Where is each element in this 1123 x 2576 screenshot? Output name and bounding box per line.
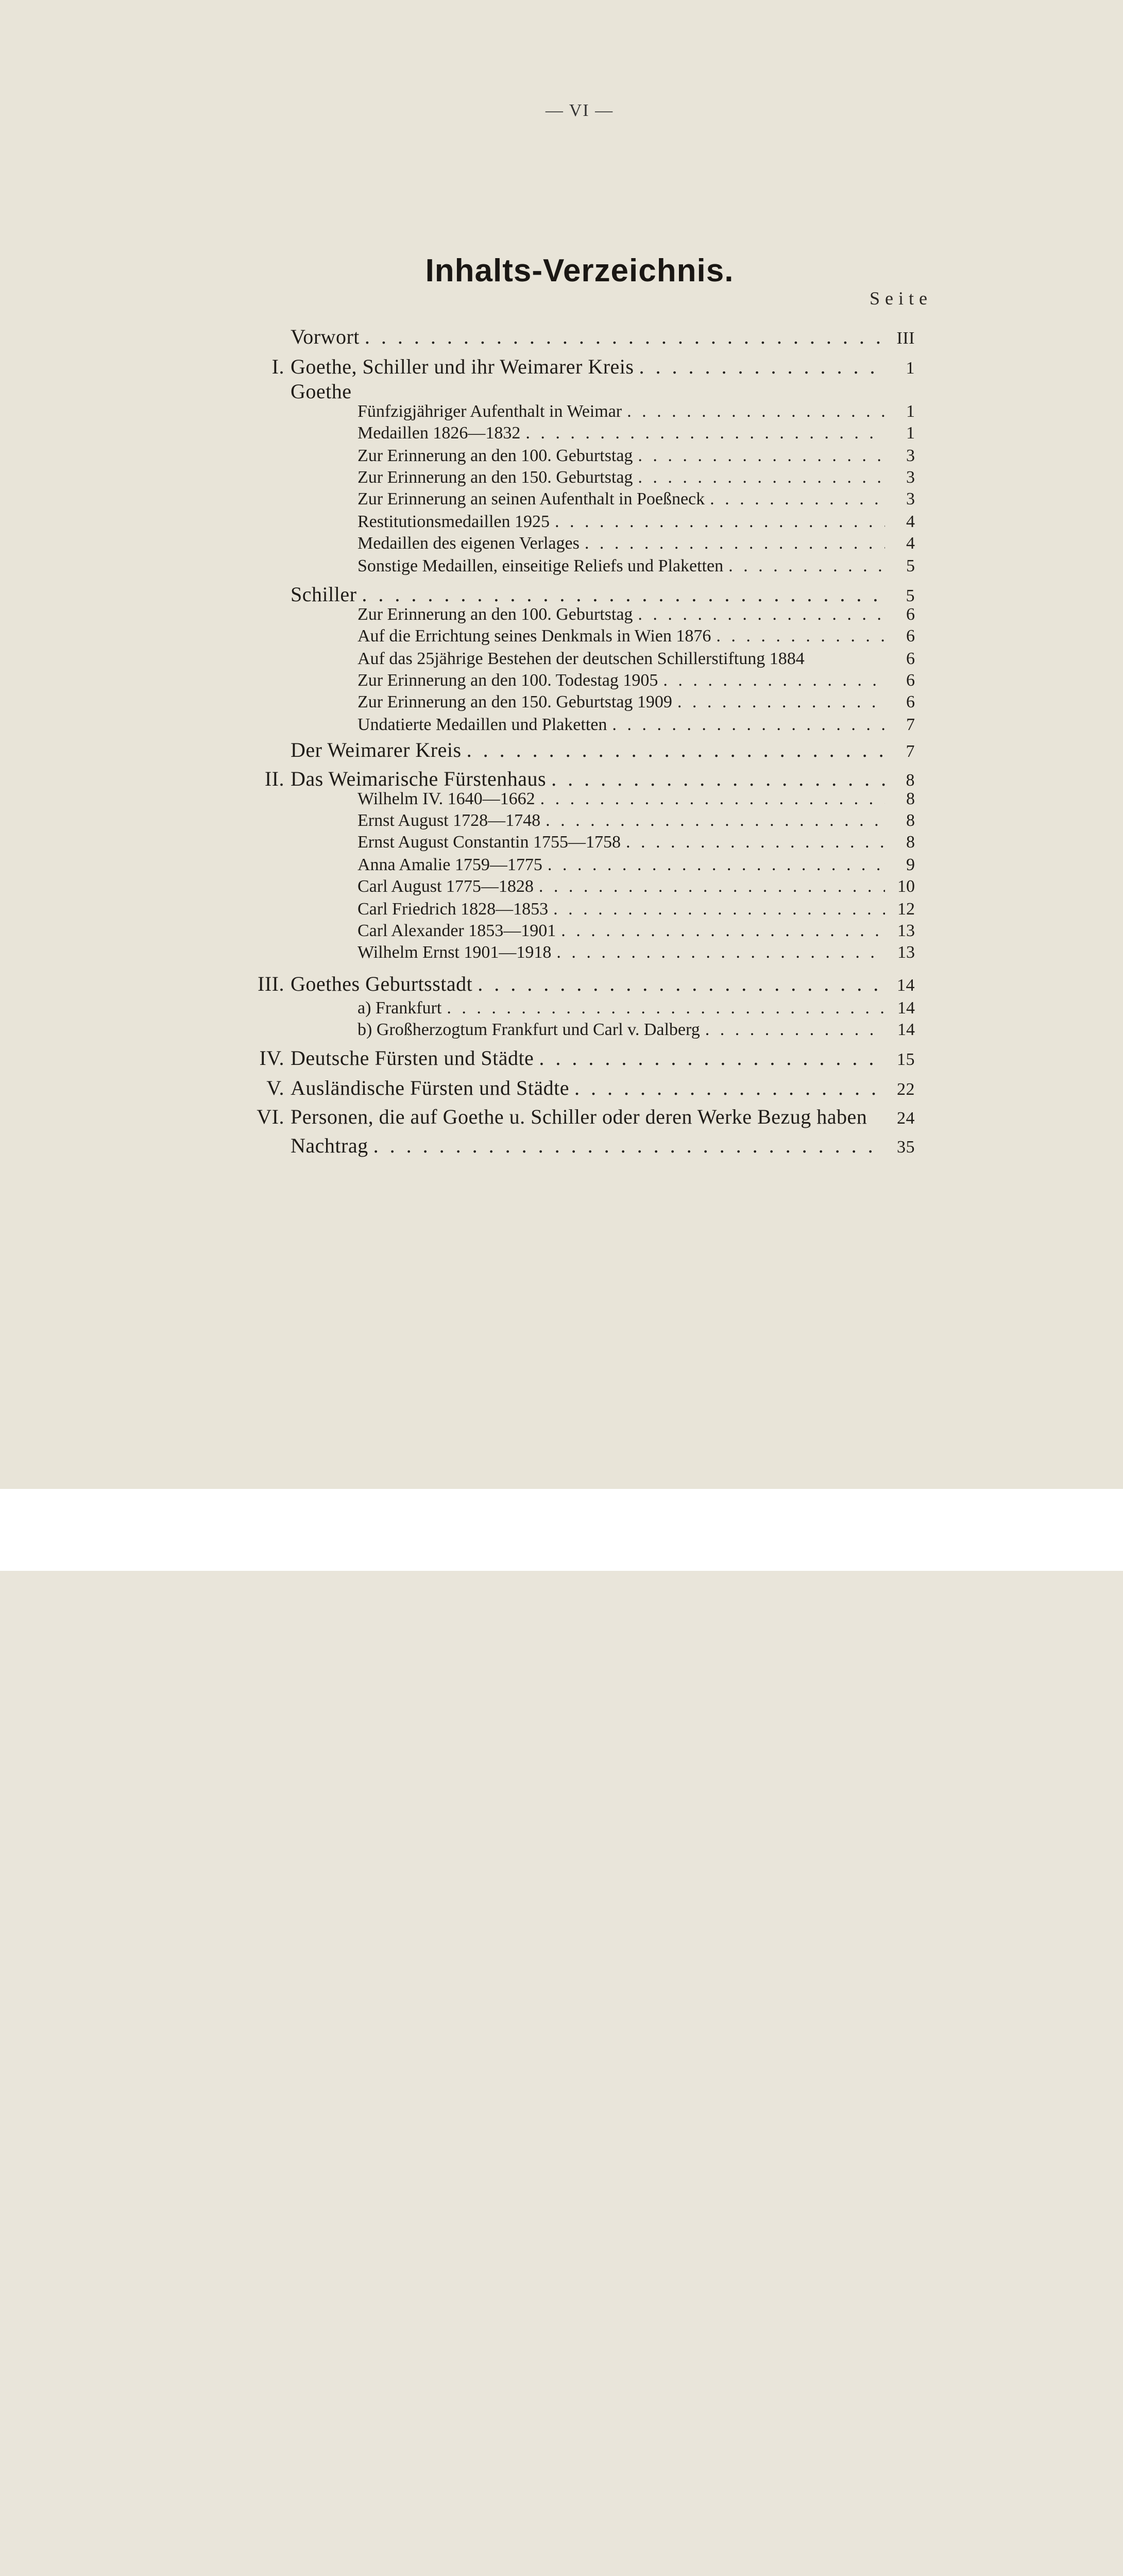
- toc-entry-number: II.: [264, 767, 284, 790]
- toc-entry: [358, 556, 915, 576]
- toc-entry: [358, 789, 915, 809]
- toc-entry-number: IV.: [259, 1046, 284, 1070]
- toc-entry-title: Carl Friedrich 1828—1853: [358, 900, 549, 919]
- toc-entry: [358, 649, 915, 669]
- toc-entry-title: Ausländische Fürsten und Städte: [291, 1076, 569, 1099]
- toc-entry-page: 14: [897, 976, 915, 995]
- toc-entry-page: 24: [897, 1109, 915, 1128]
- toc-entry-page: 12: [897, 900, 915, 919]
- dot-leader: [723, 556, 885, 576]
- toc-entry: [358, 489, 915, 509]
- toc-entry: [358, 855, 915, 875]
- toc-entry: [259, 1046, 915, 1070]
- dot-leader: [621, 833, 885, 852]
- toc-entry-page: 1: [906, 423, 915, 443]
- toc-entry: [358, 671, 915, 690]
- toc-entry-page: 8: [906, 811, 915, 830]
- toc-entry-title: Zur Erinnerung an den 100. Todestag 1905: [358, 671, 658, 690]
- toc-entry-title: Zur Erinnerung an den 100. Geburtstag: [358, 605, 633, 624]
- toc-entry: [358, 534, 915, 553]
- toc-entry-title: Schiller: [291, 583, 357, 606]
- toc-entry-page: 7: [906, 715, 915, 734]
- toc-entry-page: 5: [906, 586, 915, 605]
- dot-leader: [360, 325, 885, 349]
- toc-entry-title: Carl August 1775—1828: [358, 877, 534, 896]
- toc-entry-title: Ernst August Constantin 1755—1758: [358, 833, 621, 852]
- toc-entry-page: 35: [897, 1138, 915, 1157]
- toc-entry-page: 8: [906, 771, 915, 790]
- toc-entry-title: Zur Erinnerung an den 150. Geburtstag 1909: [358, 692, 672, 711]
- toc-entry-title: Auf das 25jährige Bestehen der deutschen Schillerstiftung 1884: [358, 649, 805, 668]
- dot-leader: [672, 692, 885, 712]
- toc-entry: [358, 900, 915, 919]
- toc-entry: [358, 921, 915, 941]
- toc-entry-title: Wilhelm Ernst 1901—1918: [358, 943, 552, 962]
- toc-entry: [271, 354, 915, 379]
- toc-title: Inhalts-Verzeichnis.: [425, 253, 734, 289]
- toc-entry-title: Zur Erinnerung an den 150. Geburtstag: [358, 468, 633, 487]
- toc-entry: [358, 1020, 915, 1040]
- toc-entry-number: V.: [266, 1076, 284, 1099]
- toc-entry-title: Nachtrag: [291, 1134, 368, 1157]
- footer-bar: [0, 1489, 1123, 1571]
- toc-entry: [358, 833, 915, 852]
- toc-entry-page: 4: [906, 512, 915, 531]
- toc-entry-page: 13: [897, 921, 915, 940]
- dot-leader: [551, 943, 885, 962]
- toc-entry: [358, 423, 915, 443]
- toc-entry-title: Personen, die auf Goethe u. Schiller oder deren Werke Bezug haben: [291, 1105, 867, 1128]
- toc-entry: [358, 877, 915, 896]
- toc-entry-page: 3: [906, 446, 915, 465]
- toc-entry: [264, 767, 915, 791]
- toc-entry-page: 14: [897, 998, 915, 1018]
- toc-entry-page: 8: [906, 833, 915, 852]
- toc-entry-page: 8: [906, 789, 915, 808]
- toc-entry-page: 3: [906, 468, 915, 487]
- dot-leader: [633, 605, 885, 624]
- dot-leader: [622, 402, 885, 421]
- toc-entry-title: Carl Alexander 1853—1901: [358, 921, 556, 940]
- dot-leader: [535, 789, 885, 809]
- toc-entry-page: III: [896, 329, 915, 348]
- toc-entry-page: 13: [897, 943, 915, 962]
- toc-entry-title: Goethe, Schiller und ihr Weimarer Kreis: [291, 355, 634, 378]
- toc-entry-title: b) Großherzogtum Frankfurt und Carl v. Dalberg: [358, 1020, 700, 1039]
- toc-entry-page: 1: [906, 359, 915, 378]
- toc-entry-title: Medaillen des eigenen Verlages: [358, 534, 580, 553]
- toc-entry-title: Medaillen 1826—1832: [358, 423, 521, 443]
- toc-entry: [358, 943, 915, 962]
- toc-entry-page: 4: [906, 534, 915, 553]
- toc-entry: [358, 715, 915, 735]
- toc-entry-number: VI.: [257, 1105, 284, 1128]
- dot-leader: [633, 468, 885, 487]
- toc-entry: [266, 1076, 915, 1100]
- toc-entry-page: 5: [906, 556, 915, 575]
- toc-entry: [358, 626, 915, 646]
- dot-leader: [634, 354, 885, 379]
- dot-leader: [472, 972, 885, 996]
- toc-entry-title: a) Frankfurt: [358, 998, 442, 1018]
- toc-entry-title: Auf die Errichtung seines Denkmals in Wien 1876: [358, 626, 711, 646]
- dot-leader: [540, 811, 885, 831]
- dot-leader: [711, 626, 885, 646]
- toc-entry-title: Goethes Geburtsstadt: [291, 972, 473, 995]
- toc-entry-title: Undatierte Medaillen und Plaketten: [358, 715, 607, 734]
- toc-entry-page: 22: [897, 1080, 915, 1099]
- toc-entry: [358, 605, 915, 624]
- toc-entry-page: 6: [906, 649, 915, 668]
- dot-leader: [556, 921, 885, 941]
- dot-leader: [368, 1133, 885, 1158]
- toc-entry-number: I.: [271, 355, 284, 378]
- toc-entry-title: Goethe: [291, 380, 352, 403]
- toc-entry-title: Ernst August 1728—1748: [358, 811, 541, 830]
- toc-entry-title: Sonstige Medaillen, einseitige Reliefs und Plaketten: [358, 556, 724, 575]
- toc-entry: [358, 512, 915, 532]
- toc-entry: [358, 998, 915, 1018]
- toc-entry-page: 6: [906, 605, 915, 624]
- dot-leader: [633, 446, 885, 466]
- dot-leader: [356, 582, 885, 606]
- toc-entry-title: Anna Amalie 1759—1775: [358, 855, 542, 874]
- toc-entry: [358, 692, 915, 712]
- toc-entry-number: III.: [258, 972, 284, 995]
- toc-entry: [257, 1105, 915, 1129]
- toc-entry: [291, 738, 915, 762]
- toc-entry-page: 9: [906, 855, 915, 874]
- toc-entry-title: Vorwort: [291, 325, 360, 348]
- toc-entry: [291, 325, 915, 349]
- toc-entry: [291, 1133, 915, 1158]
- toc-entry: [358, 811, 915, 831]
- toc-entry-page: 6: [906, 626, 915, 646]
- toc-entry-title: Wilhelm IV. 1640—1662: [358, 789, 535, 808]
- dot-leader: [580, 534, 885, 553]
- toc-entry: [358, 446, 915, 466]
- toc-entry-title: Das Weimarische Fürstenhaus: [291, 767, 547, 790]
- page-number: — VI —: [545, 101, 614, 120]
- dot-leader: [520, 423, 885, 443]
- dot-leader: [705, 489, 885, 509]
- toc-entry-page: 6: [906, 692, 915, 711]
- toc-entry-page: 7: [906, 742, 915, 761]
- dot-leader: [546, 767, 885, 791]
- dot-leader: [534, 1046, 885, 1070]
- toc-entry-title: Fünfzigjähriger Aufenthalt in Weimar: [358, 402, 622, 421]
- toc-entry-title: Deutsche Fürsten und Städte: [291, 1046, 534, 1070]
- dot-leader: [607, 715, 885, 735]
- dot-leader: [569, 1076, 885, 1100]
- toc-entry-title: Der Weimarer Kreis: [291, 738, 462, 761]
- dot-leader: [534, 877, 885, 896]
- toc-entry: [291, 582, 915, 606]
- toc-entry: [291, 379, 915, 403]
- toc-entry-page: 1: [906, 402, 915, 421]
- toc-entry-page: 10: [897, 877, 915, 896]
- toc-entry-page: 14: [897, 1020, 915, 1039]
- dot-leader: [548, 900, 885, 919]
- page-column-label: Seite: [870, 288, 932, 309]
- toc-entry-page: 6: [906, 671, 915, 690]
- toc-entry: [358, 468, 915, 487]
- toc-entry: [258, 972, 915, 996]
- dot-leader: [462, 738, 885, 762]
- toc-entry-page: 15: [897, 1050, 915, 1069]
- dot-leader: [658, 671, 885, 690]
- toc-entry-page: 3: [906, 489, 915, 509]
- toc-entry-title: Restitutionsmedaillen 1925: [358, 512, 550, 531]
- toc-entry: [358, 402, 915, 421]
- dot-leader: [441, 998, 885, 1018]
- dot-leader: [542, 855, 885, 875]
- dot-leader: [550, 512, 885, 532]
- dot-leader: [700, 1020, 885, 1040]
- toc-entry-title: Zur Erinnerung an seinen Aufenthalt in Poeßneck: [358, 489, 705, 509]
- toc-entry-title: Zur Erinnerung an den 100. Geburtstag: [358, 446, 633, 465]
